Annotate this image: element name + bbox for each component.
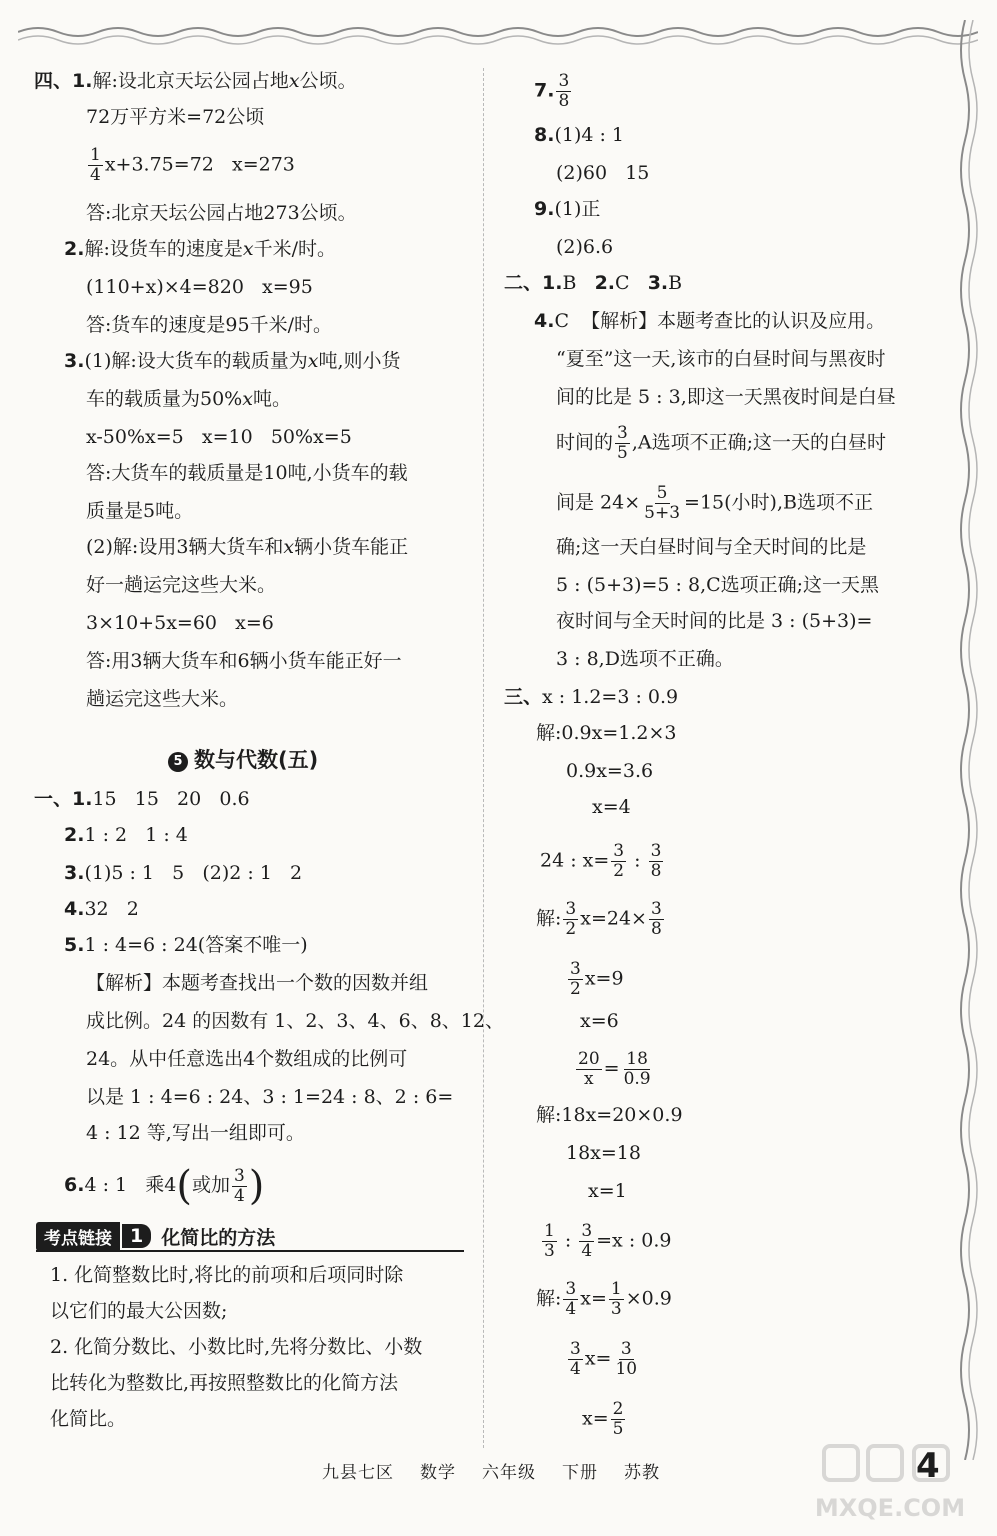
fraction: $\frac{5}{5+3}$ bbox=[644, 483, 681, 523]
s2-a4-explain-5: 间是 24× $\frac{5}{5+3}$ =15(小时),B选项不正 bbox=[556, 483, 873, 523]
a9-1: 9.(1)正 bbox=[534, 198, 601, 220]
q4-2-line1: 2.解:设货车的速度是x千米/时。 bbox=[64, 238, 336, 260]
s3-p2-step1: 解: $\frac{3}{2}$ x=24× $\frac{3}{8}$ bbox=[536, 899, 662, 939]
link-p2-line2: 比转化为整数比,再按照整数比的化简方法 bbox=[50, 1372, 399, 1394]
footer-edition: 苏教 bbox=[624, 1463, 660, 1483]
s3-p4-eq: $\frac{1}{3}$ : $\frac{3}{4}$ =x : 0.9 bbox=[544, 1221, 672, 1261]
a7: 7. $\frac{3}{8}$ bbox=[534, 71, 570, 111]
column-divider bbox=[483, 68, 485, 1448]
fraction: $\frac{3}{8}$ bbox=[558, 71, 570, 111]
q4-3-part2-answer-2: 趟运完这些大米。 bbox=[86, 688, 239, 710]
s1-a5-explain-5: 4 : 12 等,写出一组即可。 bbox=[86, 1122, 305, 1144]
s3-p2-step3: x=6 bbox=[580, 1010, 619, 1032]
fraction: $\frac{3}{4}$ bbox=[233, 1165, 245, 1206]
s3-p2-step2: $\frac{3}{2}$ x=9 bbox=[570, 959, 624, 999]
svg-text:MXQE.COM: MXQE.COM bbox=[814, 1494, 966, 1522]
a8-2: (2)60 15 bbox=[556, 162, 650, 184]
q4-3-part2-line2: 好一趟运完这些大米。 bbox=[86, 574, 277, 596]
q4-3-line1: 3.(1)解:设大货车的载质量为x吨,则小货 bbox=[64, 350, 401, 372]
s3-p4-step1: 解: $\frac{3}{4}$ x= $\frac{1}{3}$ ×0.9 bbox=[536, 1279, 672, 1319]
s1-a5-explain-1: 【解析】本题考查找出一个数的因数并组 bbox=[86, 972, 429, 994]
tag-underline bbox=[36, 1250, 464, 1252]
q4-1-line1: 四、1.解:设北京天坛公园占地x公顷。 bbox=[34, 70, 357, 92]
fraction: $\frac{3}{5}$ bbox=[617, 423, 628, 463]
s2-a4-explain-7: 5 : (5+3)=5 : 8,C选项正确;这一天黑 bbox=[556, 574, 880, 596]
key-point-link-tag: 考点链接 1 化简比的方法 bbox=[36, 1222, 275, 1250]
s3-p3-eq: $\frac{20}{x}$ = $\frac{18}{0.9}$ bbox=[578, 1049, 651, 1089]
a9-2: (2)6.6 bbox=[556, 236, 614, 258]
s1-a1: 一、1.15 15 20 0.6 bbox=[34, 788, 250, 810]
section-label-3: 三、 bbox=[504, 686, 543, 708]
q4-3-answer-1: 答:大货车的载质量是10吨,小货车的载 bbox=[86, 462, 408, 484]
s3-p2-eq: 24 : x= $\frac{3}{2}$ : $\frac{3}{8}$ bbox=[540, 841, 662, 881]
s1-a6: 6.4 : 1 乘4(或加 $\frac{3}{4}$ ) bbox=[64, 1163, 265, 1209]
footer bbox=[322, 1458, 686, 1483]
section-title: 5 数与代数(五) bbox=[168, 744, 318, 774]
s3-p1-eq: 三、x : 1.2=3 : 0.9 bbox=[504, 686, 679, 708]
link-p2-line1: 2. 化简分数比、小数比时,先将分数比、小数 bbox=[50, 1336, 423, 1358]
section-label-1: 一、 bbox=[34, 788, 73, 810]
question-number: 3. bbox=[64, 350, 85, 372]
s3-p3-step1: 解:18x=20×0.9 bbox=[536, 1104, 683, 1126]
watermark-logo-icon bbox=[810, 1440, 970, 1528]
a8-1: 8.(1)4 : 1 bbox=[534, 124, 625, 146]
q4-3-part2-line1: (2)解:设用3辆大货车和x辆小货车能正 bbox=[86, 536, 409, 558]
question-number: 1. bbox=[72, 70, 93, 92]
footer-volume: 下册 bbox=[562, 1463, 598, 1483]
fraction: $\frac{1}{4}$ bbox=[90, 145, 101, 185]
s1-a4: 4.32 2 bbox=[64, 898, 139, 920]
q4-3-part2-equation: 3×10+5x=60 x=6 bbox=[86, 612, 274, 634]
s2-a1-3: 二、1.B 2.C 3.B bbox=[504, 272, 683, 294]
s3-p3-step3: x=1 bbox=[588, 1180, 627, 1202]
q4-1-equation: $\frac{1}{4}$ x+3.75=72 x=273 bbox=[90, 145, 295, 185]
question-number: 2. bbox=[64, 238, 85, 260]
q4-2-answer: 答:货车的速度是95千米/时。 bbox=[86, 314, 332, 336]
link-p2-line3: 化简比。 bbox=[50, 1408, 127, 1430]
q4-2-equation: (110+x)×4=820 x=95 bbox=[86, 276, 313, 298]
q4-1-answer: 答:北京天坛公园占地273公顷。 bbox=[86, 202, 357, 224]
s2-a4: 4.C 【解析】本题考查比的认识及应用。 bbox=[534, 310, 886, 332]
s1-a5-explain-2: 成比例。24 的因数有 1、2、3、4、6、8、12、 bbox=[86, 1010, 504, 1032]
q4-3-answer-2: 质量是5吨。 bbox=[86, 500, 194, 522]
s3-p4-step3: x= $\frac{2}{5}$ bbox=[582, 1399, 624, 1439]
footer-series: 九县七区 bbox=[322, 1463, 394, 1483]
footer-grade: 六年级 bbox=[482, 1463, 536, 1483]
page-number: 4 bbox=[916, 1446, 940, 1486]
wavy-border-top bbox=[18, 22, 978, 50]
q4-3-part2-answer-1: 答:用3辆大货车和6辆小货车能正好一 bbox=[86, 650, 402, 672]
s3-p4-step2: $\frac{3}{4}$ x= $\frac{3}{10}$ bbox=[570, 1339, 638, 1379]
s3-p3-step2: 18x=18 bbox=[566, 1142, 641, 1164]
q4-1-line2: 72万平方米=72公顷 bbox=[86, 106, 265, 128]
q4-3-line2: 车的载质量为50%x吨。 bbox=[86, 388, 291, 410]
section-label-2: 二、 bbox=[504, 272, 543, 294]
s2-a4-explain-9: 3 : 8,D选项不正确。 bbox=[556, 648, 734, 670]
s3-p1-step2: 0.9x=3.6 bbox=[566, 760, 654, 782]
footer-subject: 数学 bbox=[420, 1463, 456, 1483]
wavy-border-right bbox=[953, 20, 983, 1460]
s2-a4-explain-3: 间的比是 5 : 3,即这一天黑夜时间是白昼 bbox=[556, 386, 896, 408]
s3-p1-step1: 解:0.9x=1.2×3 bbox=[536, 722, 677, 744]
s1-a5-explain-4: 以是 1 : 4=6 : 24、3 : 1=24 : 8、2 : 6= bbox=[86, 1086, 454, 1108]
s2-a4-explain-6: 确;这一天白昼时间与全天时间的比是 bbox=[556, 536, 867, 558]
link-p1-line2: 以它们的最大公因数; bbox=[50, 1300, 228, 1322]
s1-a3: 3.(1)5 : 1 5 (2)2 : 1 2 bbox=[64, 862, 303, 884]
s3-p1-step3: x=4 bbox=[592, 796, 631, 818]
s1-a5: 5.1 : 4=6 : 24(答案不唯一) bbox=[64, 934, 308, 956]
s2-a4-explain-4: 时间的 $\frac{3}{5}$ ,A选项不正确;这一天的白昼时 bbox=[556, 423, 887, 463]
s1-a5-explain-3: 24。从中任意选出4个数组成的比例可 bbox=[86, 1048, 408, 1070]
s1-a2: 2.1 : 2 1 : 4 bbox=[64, 824, 188, 846]
s2-a4-explain-8: 夜时间与全天时间的比是 3 : (5+3)= bbox=[556, 610, 873, 632]
s2-a4-explain-2: “夏至”这一天,该市的白昼时间与黑夜时 bbox=[556, 348, 886, 370]
section-number-icon: 5 bbox=[168, 752, 188, 772]
q4-3-equation: x-50%x=5 x=10 50%x=5 bbox=[86, 426, 352, 448]
link-p1-line1: 1. 化简整数比时,将比的前项和后项同时除 bbox=[50, 1264, 404, 1286]
section-label-4: 四、 bbox=[34, 70, 73, 92]
